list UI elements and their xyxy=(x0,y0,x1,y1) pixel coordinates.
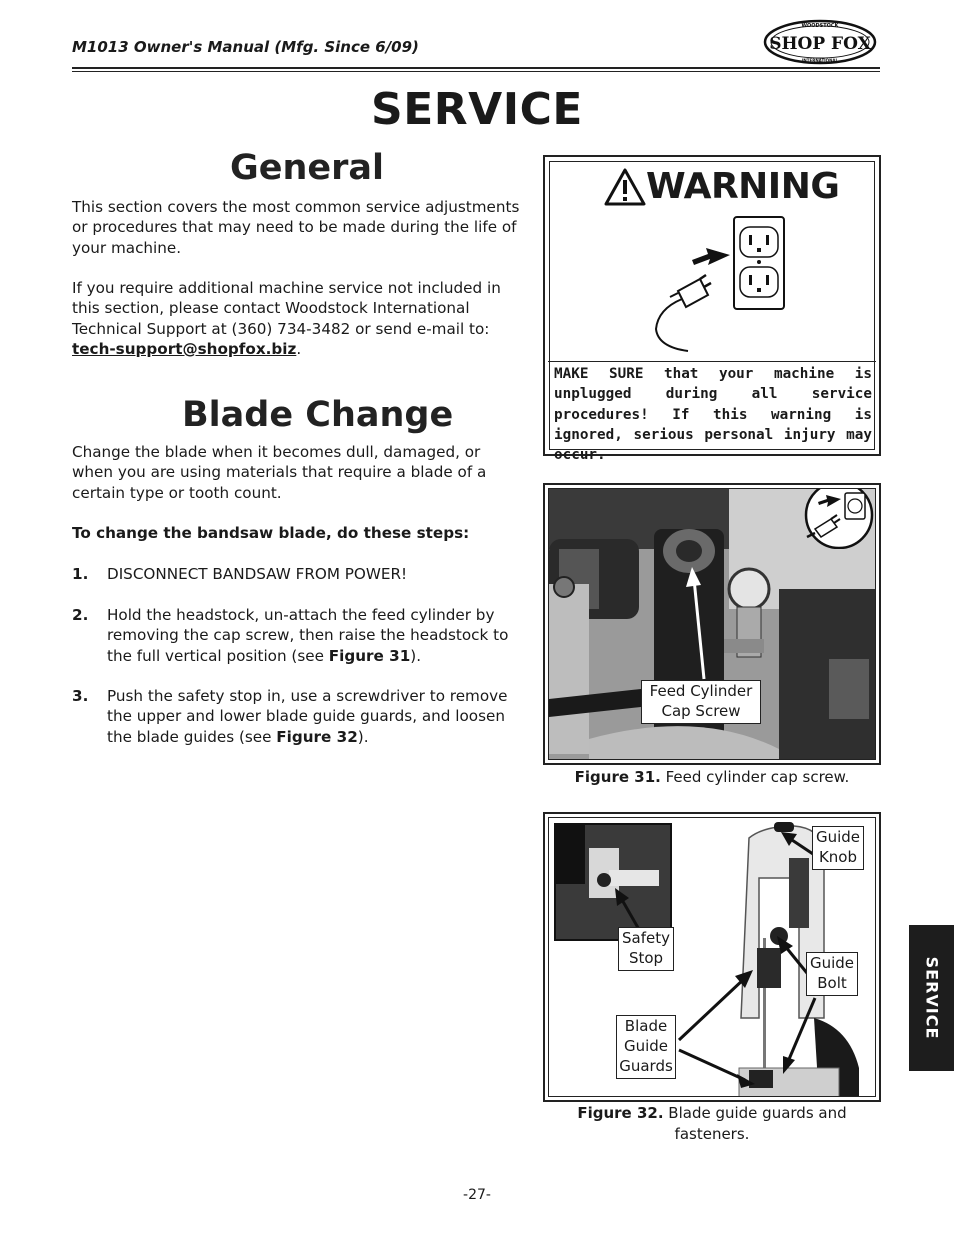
figure-32-reference: Figure 32 xyxy=(276,727,358,746)
step-3 xyxy=(72,686,532,747)
logo-bottom-text: INTERNATIONAL xyxy=(801,58,839,63)
guide-bolt-callout: Guide Bolt xyxy=(806,952,858,996)
figure-31-caption-text: Feed cylinder cap screw. xyxy=(660,768,850,786)
step-text xyxy=(107,686,532,747)
figure-31-label: Figure 31. xyxy=(574,768,661,786)
blade-guide-guards-callout: Blade Guide Guards xyxy=(616,1015,676,1079)
section-side-tab xyxy=(909,925,954,1071)
figure-32-label: Figure 32. xyxy=(577,1104,664,1122)
page-number: -27- xyxy=(463,1187,491,1203)
step-text-a: Push the safety stop in, use a screwdriver to remove the upper and lower blade guide guards, and loosen the blade guides (see xyxy=(107,687,508,746)
blade-change-heading: Blade Change xyxy=(182,395,454,435)
step-text xyxy=(107,605,532,666)
figure-32-caption xyxy=(573,1103,851,1145)
figure-31-reference: Figure 31 xyxy=(328,646,411,665)
blade-change-intro: Change the blade when it becomes dull, damaged, or when you are using materials that require a blade of a certain type or tooth count. xyxy=(72,443,487,502)
page-title: SERVICE xyxy=(371,84,583,135)
step-1 xyxy=(72,564,532,584)
header-rule-thin xyxy=(72,71,880,72)
header-rule xyxy=(72,67,880,69)
guide-knob-callout: Guide Knob xyxy=(812,826,864,870)
email-period: . xyxy=(296,339,302,358)
step-number: 3. xyxy=(72,687,89,705)
step-text-b: ). xyxy=(357,727,369,746)
side-tab-label: SERVICE xyxy=(922,956,941,1040)
unplug-badge-icon xyxy=(801,488,876,549)
step-2 xyxy=(72,605,532,666)
manual-title: M1013 Owner's Manual (Mfg. Since 6/09) xyxy=(72,38,419,56)
shop-fox-logo xyxy=(762,18,878,66)
warning-triangle-icon xyxy=(604,168,646,206)
step-text-b: ). xyxy=(410,646,422,665)
general-paragraph-1: This section covers the most common service adjustments or procedures that may need to be made during the life of your machine. xyxy=(72,198,520,257)
warning-text: MAKE SURE that your machine is unplugged during all service procedures! If this warning is ignored, serious personal injury may occur. xyxy=(554,366,872,464)
steps-intro: To change the bandsaw blade, do these steps: xyxy=(72,524,470,542)
warning-heading-text: WARNING xyxy=(646,166,840,207)
general-paragraph-2 xyxy=(72,278,524,359)
step-text: DISCONNECT BANDSAW FROM POWER! xyxy=(107,565,408,583)
general-heading: General xyxy=(230,148,384,188)
unplug-outlet-icon xyxy=(648,213,788,355)
safety-stop-callout: Safety Stop xyxy=(618,927,674,971)
warning-heading xyxy=(604,166,839,207)
general-paragraph-2-text: If you require additional machine service not included in this section, please contact Woodstock International Technical Support at (360) 734-3482 or send e-mail to: xyxy=(72,279,501,338)
warning-separator xyxy=(548,361,876,362)
figure-31-caption xyxy=(543,767,881,788)
figure-32-caption-text: Blade guide guards and fasteners. xyxy=(663,1104,847,1143)
logo-top-text: WOODSTOCK xyxy=(801,23,839,29)
support-email-link[interactable]: tech-support@shopfox.biz xyxy=(72,339,297,358)
step-number: 1. xyxy=(72,565,89,583)
feed-cylinder-cap-screw-callout: Feed Cylinder Cap Screw xyxy=(641,680,761,724)
step-text-a: Hold the headstock, un-attach the feed cylinder by removing the cap screw, then raise the headstock to the full vertical position (see xyxy=(107,606,509,665)
logo-text: SHOP FOX xyxy=(769,34,871,54)
step-number: 2. xyxy=(72,606,89,624)
